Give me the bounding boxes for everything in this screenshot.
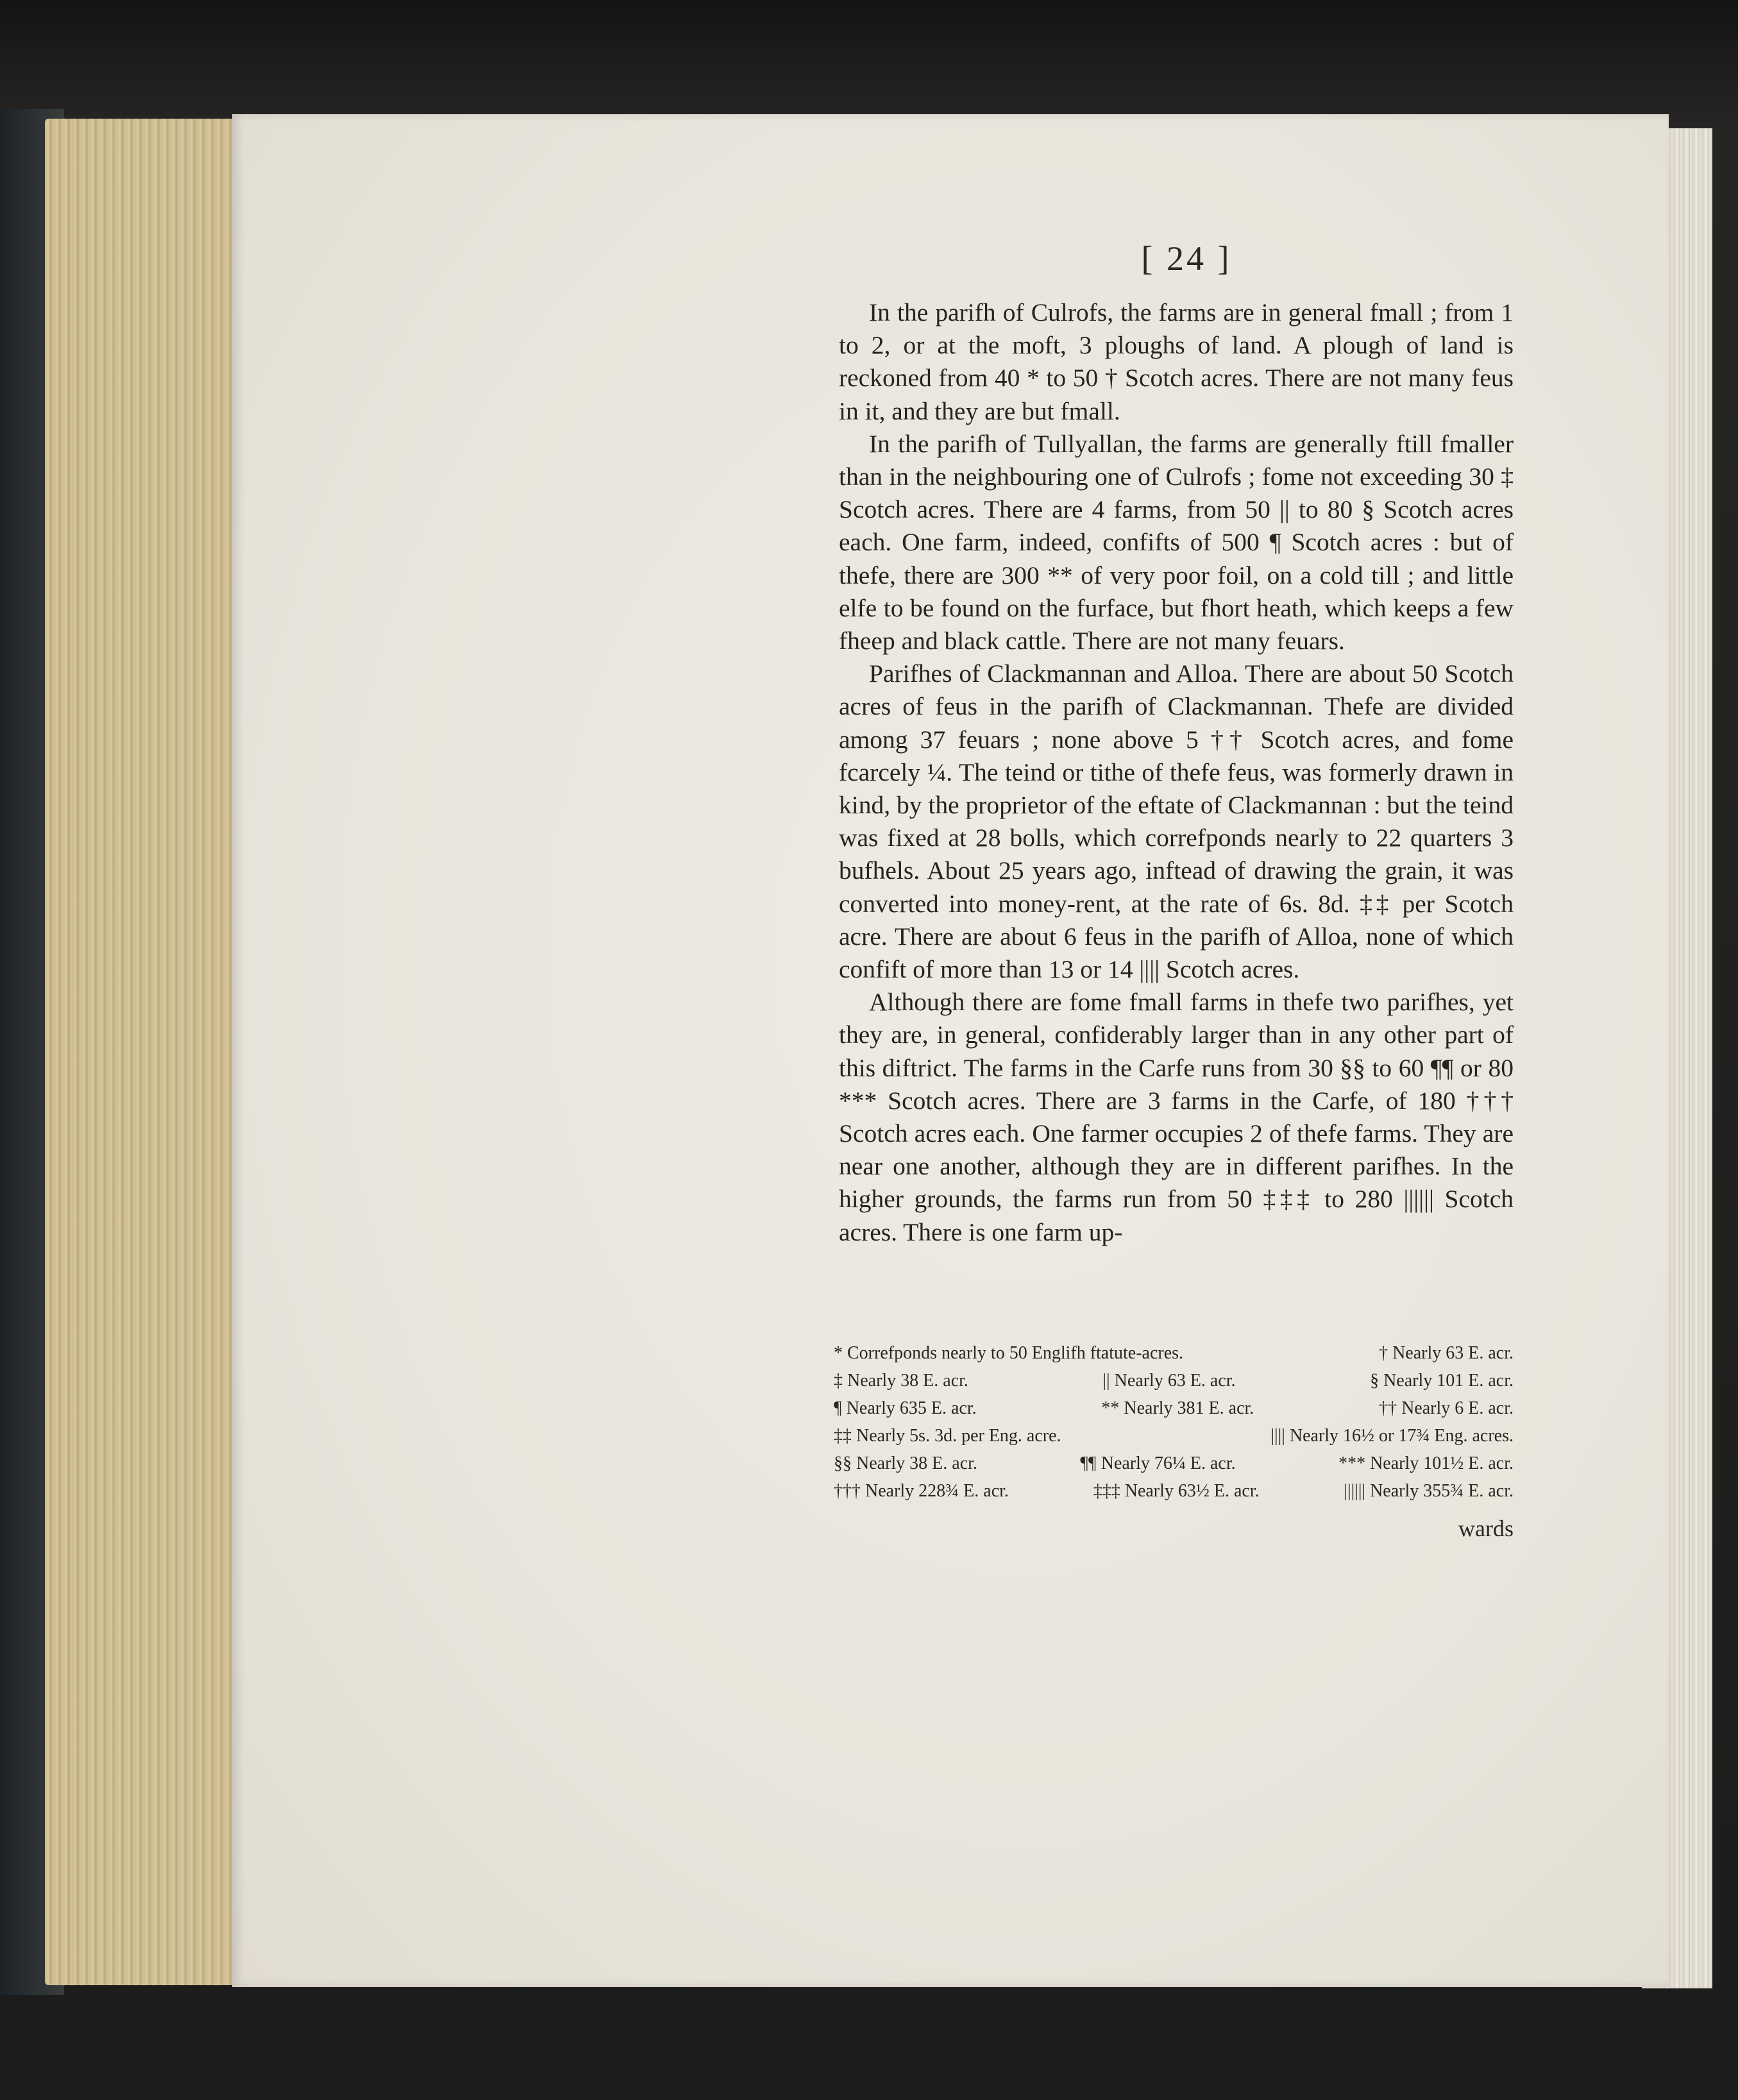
left-page-edges xyxy=(45,119,237,1985)
catchword: wards xyxy=(1458,1516,1514,1541)
footnote-row xyxy=(834,1450,1514,1477)
footnote: |||| Nearly 16½ or 17¾ Eng. acres. xyxy=(1270,1426,1514,1446)
footnote: † Nearly 63 E. acr. xyxy=(1379,1343,1514,1363)
footnote: |||||| Nearly 355¾ E. acr. xyxy=(1344,1481,1514,1501)
footnote: || Nearly 63 E. acr. xyxy=(1102,1371,1236,1391)
footnote-row xyxy=(834,1339,1514,1367)
body-text xyxy=(839,296,1514,1249)
footnote-row xyxy=(834,1422,1514,1450)
paragraph-farm-sizes: Although there are fome fmall farms in thefe two parifhes, yet they are, in general, confiderably larger than in any other part of this diftrict. The farms in the Carfe runs from 30 §§ to 60 ¶¶ or 80 *** Scotch acres. There are 3 farms in the Carfe, of 180 ††† Scotch acres each. One farmer occupies 2 of thefe farms. They are near one another, although they are in different parifhes. In the higher grounds, the farms run from 50 ‡‡‡ to 280 |||||| Scotch acres. There is one farm up- xyxy=(839,988,1514,1246)
footnote: ¶¶ Nearly 76¼ E. acr. xyxy=(1080,1453,1236,1473)
footnote: §§ Nearly 38 E. acr. xyxy=(834,1453,977,1473)
footnote: †† Nearly 6 E. acr. xyxy=(1379,1398,1514,1418)
footnote: ††† Nearly 228¾ E. acr. xyxy=(834,1481,1009,1501)
paragraph-culross: In the parifh of Culrofs, the farms are in general fmall ; from 1 to 2, or at the moft, 3 ploughs of land. A plough of land is reckoned from 40 * to 50 † Scotch acres. There are not many feus in it, and they are but fmall. xyxy=(839,298,1514,425)
footnote: ¶ Nearly 635 E. acr. xyxy=(834,1398,977,1418)
paragraph-clackmannan-alloa: Parifhes of Clackmannan and Alloa. There are about 50 Scotch acres of feus in the parifh of Clackmannan. Thefe are divided among 37 feuars ; none above 5 †† Scotch acres, and fome fcarcely ¼. The teind or tithe of thefe feus, was formerly drawn in kind, by the proprietor of the eftate of Clackmannan : but the teind was fixed at 28 bolls, which correfponds nearly to 22 quarters 3 bufhels. About 25 years ago, inftead of drawing the grain, it was converted into money-rent, at the rate of 6s. 8d. ‡‡ per Scotch acre. There are about 6 feus in the parifh of Alloa, none of which confift of more than 13 or 14 |||| Scotch acres. xyxy=(839,659,1514,984)
footnote: ‡‡‡ Nearly 63½ E. acr. xyxy=(1093,1481,1260,1501)
footnote: ‡‡ Nearly 5s. 3d. per Eng. acre. xyxy=(834,1426,1061,1446)
footnote-row xyxy=(834,1477,1514,1505)
page-number-header: [ 24 ] xyxy=(1141,239,1232,278)
footnote-row xyxy=(834,1367,1514,1394)
footnote-row xyxy=(834,1394,1514,1422)
footnote: ** Nearly 381 E. acr. xyxy=(1101,1398,1254,1418)
footnote: § Nearly 101 E. acr. xyxy=(1370,1371,1514,1391)
footnote: *** Nearly 101½ E. acr. xyxy=(1338,1453,1514,1473)
footnote: * Correfponds nearly to 50 Englifh ftatute-acres. xyxy=(834,1343,1184,1363)
footnotes xyxy=(834,1339,1514,1505)
paragraph-tullyallan: In the parifh of Tullyallan, the farms are generally ftill fmaller than in the neighbouring one of Culrofs ; fome not exceeding 30 ‡ Scotch acres. There are 4 farms, from 50 || to 80 § Scotch acres each. One farm, indeed, confifts of 500 ¶ Scotch acres : but of thefe, there are 300 ** of very poor foil, on a cold till ; and little elfe to be found on the furface, but fhort heath, which keeps a few fheep and black cattle. There are not many feuars. xyxy=(839,429,1514,656)
footnote: ‡ Nearly 38 E. acr. xyxy=(834,1371,968,1391)
